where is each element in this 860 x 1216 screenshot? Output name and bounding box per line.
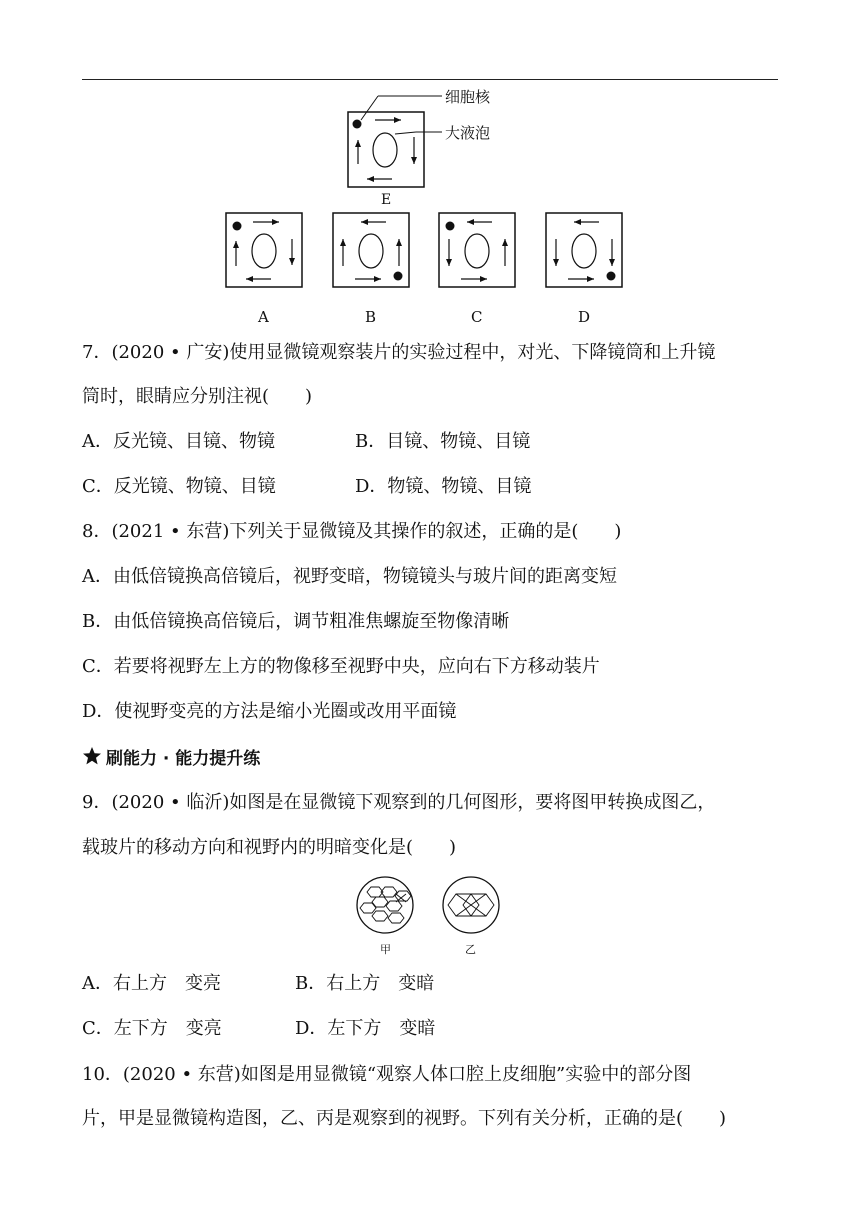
q8-option-a[interactable]: A．由低倍镜换高倍镜后，视野变暗，物镜镜头与玻片间的距离变短: [82, 566, 617, 587]
microscope-field-figure: [352, 872, 502, 960]
section-header: [82, 743, 260, 769]
q7-stem-line1: 7．(2020 • 广安)使用显微镜观察装片的实验过程中，对光、下降镜筒和上升镜: [82, 342, 716, 363]
q7-option-a[interactable]: A．反光镜、目镜、物镜: [82, 431, 275, 452]
q9-stem-line1: 9．(2020 • 临沂)如图是在显微镜下观察到的几何图形，要将图甲转换成图乙，: [82, 792, 716, 813]
top-rule: [82, 79, 778, 80]
q9-option-c[interactable]: C．左下方 变亮: [82, 1018, 222, 1039]
q10-stem-line2: 片，甲是显微镜构造图，乙、丙是观察到的视野。下列有关分析，正确的是( ): [82, 1108, 727, 1129]
label-vacuole: 大液泡: [445, 124, 491, 142]
option-label-b: B: [365, 308, 377, 326]
q8-option-b[interactable]: B．由低倍镜换高倍镜后，调节粗准焦螺旋至物像清晰: [82, 611, 510, 632]
q8-option-c[interactable]: C．若要将视野左上方的物像移至视野中央，应向右下方移动装片: [82, 656, 600, 677]
q9-option-b[interactable]: B．右上方 变暗: [295, 973, 435, 994]
q7-option-b[interactable]: B．目镜、物镜、目镜: [355, 431, 531, 452]
q7-option-c[interactable]: C．反光镜、物镜、目镜: [82, 476, 276, 497]
fig-label-yi: 乙: [465, 943, 476, 956]
cell-diagram-e: [348, 88, 491, 208]
fig-label-jia: 甲: [380, 943, 391, 956]
cell-diagram-c: [439, 213, 515, 326]
q8-stem: 8．(2021 • 东营)下列关于显微镜及其操作的叙述，正确的是( ): [82, 521, 622, 542]
q9-option-a[interactable]: A．右上方 变亮: [82, 973, 221, 994]
cell-diagram-d: [546, 213, 622, 326]
cell-diagram-b: [333, 213, 409, 326]
option-label-d: D: [578, 308, 591, 326]
q9-stem-line2: 载玻片的移动方向和视野内的明暗变化是( ): [82, 837, 457, 858]
label-e: E: [381, 192, 392, 208]
option-label-a: A: [258, 308, 269, 326]
q10-stem-line1: 10．(2020 • 东营)如图是用显微镜“观察人体口腔上皮细胞”实验中的部分图: [82, 1064, 692, 1085]
label-nucleus: 细胞核: [445, 88, 491, 106]
q7-option-d[interactable]: D．物镜、物镜、目镜: [355, 476, 532, 497]
field-jia: [357, 877, 413, 956]
cell-diagram-a: [226, 213, 302, 326]
section-title: 刷能力 · 能力提升练: [106, 748, 261, 769]
q8-option-d[interactable]: D．使视野变亮的方法是缩小光圈或改用平面镜: [82, 701, 457, 722]
star-icon: [82, 746, 102, 766]
cytoplasm-flow-figure: [220, 84, 640, 329]
option-label-c: C: [471, 308, 483, 326]
q7-stem-line2: 筒时，眼睛应分别注视( ): [82, 386, 313, 407]
field-yi: [443, 877, 499, 956]
q9-option-d[interactable]: D．左下方 变暗: [295, 1018, 436, 1039]
